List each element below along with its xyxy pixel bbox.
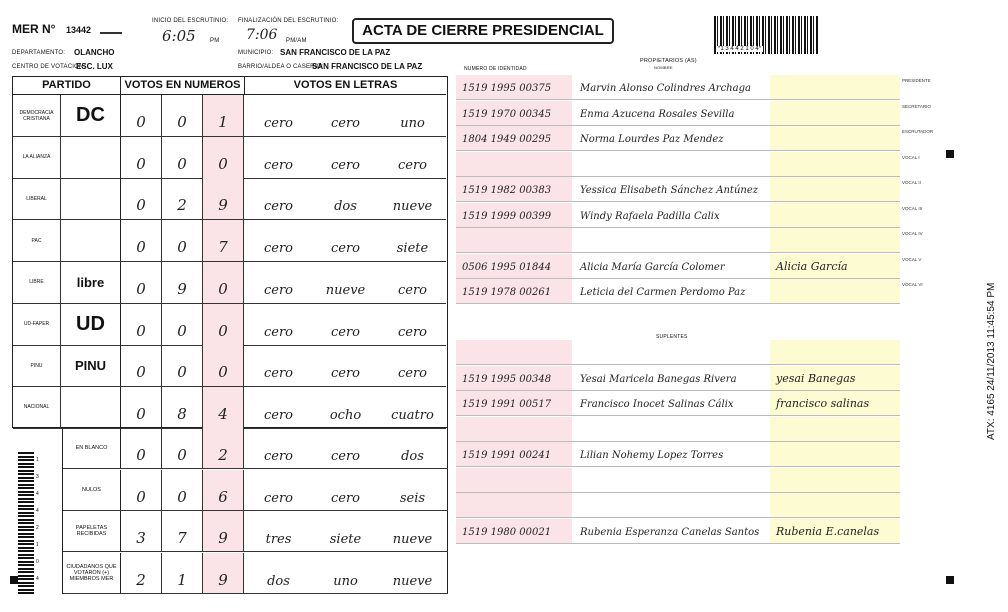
member-signature: yesai Banegas <box>770 366 900 390</box>
total-digit: 2 <box>203 428 244 468</box>
party-row <box>13 262 446 304</box>
member-name: Francisco Inocet Salinas Cálix <box>580 399 734 410</box>
vote-word: cero <box>330 366 360 382</box>
vote-word: cero <box>263 116 293 131</box>
vote-digit: 0 <box>121 178 162 219</box>
member-id <box>456 152 572 176</box>
party-logo <box>61 95 121 136</box>
vote-word: cero <box>263 282 293 298</box>
municipio-value: SAN FRANCISCO DE LA PAZ <box>280 48 391 57</box>
totals-row <box>63 553 448 594</box>
party-name: LIBRE <box>13 262 61 303</box>
inicio-pm: PM <box>210 38 220 44</box>
member-signature <box>770 493 900 517</box>
member-row <box>456 203 900 228</box>
member-signature <box>770 442 900 466</box>
suplentes-header: SUPLENTES <box>656 334 688 340</box>
member-signature <box>770 417 900 441</box>
member-id <box>456 340 572 364</box>
vote-word: ocho <box>329 407 362 423</box>
totals-row <box>63 470 448 511</box>
vote-digit: 0 <box>203 137 244 178</box>
propietarios-header: PROPIETARIOS (AS) <box>640 58 697 64</box>
member-name: Yesai Maricela Banegas Rivera <box>580 373 737 385</box>
inicio-label: INICIO DEL ESCRUTINIO: <box>152 18 229 24</box>
member-row <box>456 228 900 253</box>
member-row <box>456 391 900 416</box>
vote-digit: 0 <box>121 220 162 261</box>
barrio-value: SAN FRANCISCO DE LA PAZ <box>312 62 423 71</box>
total-digit: 3 <box>121 511 162 551</box>
vote-word: cero <box>397 282 427 298</box>
vote-word: dos <box>334 199 357 215</box>
vote-word: cero <box>263 241 293 257</box>
member-id: 1519 1982 00383 <box>456 177 572 201</box>
member-signature <box>770 126 900 150</box>
vote-word: cero <box>397 366 427 382</box>
side-role-label: VOCAL II <box>902 180 921 185</box>
member-id: 1519 1991 00517 <box>456 391 572 415</box>
col-numeros: VOTOS EN NUMEROS <box>121 77 245 95</box>
party-logo-text: UD <box>76 312 105 335</box>
member-name: Marvin Alonso Colindres Archaga <box>580 83 751 94</box>
mer-number: 13442 <box>66 25 92 35</box>
vote-digit: 0 <box>121 262 162 303</box>
corner-mark <box>946 576 954 584</box>
total-digit: 0 <box>162 428 203 468</box>
vote-word: nueve <box>392 199 433 215</box>
party-logo <box>61 345 121 386</box>
party-row <box>13 220 446 262</box>
member-name <box>576 468 766 492</box>
party-logo-text: libre <box>76 274 105 290</box>
member-name: Yessica Elisabeth Sánchez Antúnez <box>580 185 759 196</box>
totals-name: NULOS <box>63 470 121 510</box>
total-word: tres <box>265 532 292 547</box>
page-title: ACTA DE CIERRE PRESIDENCIAL <box>352 18 614 44</box>
total-digit: 7 <box>162 511 203 551</box>
side-role-label: ESCRUTADOR <box>902 129 934 134</box>
member-signature: Alicia García <box>770 254 900 278</box>
total-word: cero <box>330 490 360 506</box>
member-signature: Rubenia E.canelas <box>770 519 900 543</box>
vote-digit: 0 <box>203 262 244 303</box>
member-name: Alicia María García Colomer <box>580 261 725 273</box>
member-signature <box>770 340 900 364</box>
party-logo <box>61 304 121 345</box>
side-role-label: VOCAL VI <box>902 282 923 287</box>
member-row <box>456 519 900 544</box>
party-row <box>13 178 446 220</box>
member-name: Lilian Nohemy Lopez Torres <box>580 450 724 461</box>
party-row <box>13 345 446 387</box>
member-row <box>456 126 900 151</box>
party-name: PINU <box>13 345 61 386</box>
total-word: nueve <box>392 573 433 589</box>
member-name <box>576 340 766 364</box>
vote-word: uno <box>400 116 425 131</box>
member-id: 1519 1970 00345 <box>456 101 572 125</box>
member-id <box>456 228 572 252</box>
final-time: 7:06 <box>246 27 278 43</box>
member-id: 1519 1978 00261 <box>456 279 572 303</box>
vote-digit: 0 <box>203 345 244 386</box>
col-letras: VOTOS EN LETRAS <box>245 77 446 95</box>
vote-word: cero <box>263 407 293 423</box>
member-id: 1519 1995 00375 <box>456 75 572 99</box>
total-word: siete <box>329 532 362 547</box>
member-id: 1519 1999 00399 <box>456 203 572 227</box>
totals-name: CIUDADANOS QUE VOTARON (+) MIEMBROS MER <box>63 553 121 593</box>
totals-row <box>63 511 448 552</box>
vote-digit: 1 <box>203 95 244 136</box>
logo-mark <box>100 24 122 34</box>
side-barcode <box>18 452 34 594</box>
member-row <box>456 468 900 493</box>
member-id: 0506 1995 01844 <box>456 254 572 278</box>
total-digit: 0 <box>162 470 203 510</box>
barcode-number: *1 3 4 4 2 1 0 4* <box>718 46 762 52</box>
municipio-label: MUNICIPIO: <box>238 50 274 56</box>
centro-label: CENTRO DE VOTACION: <box>12 64 86 70</box>
side-role-label: VOCAL III <box>902 205 923 211</box>
member-id: 1804 1949 00295 <box>456 126 572 150</box>
member-row <box>456 254 900 279</box>
member-name <box>576 493 766 517</box>
mer-label: MER N° <box>12 22 56 36</box>
vote-digit: 0 <box>121 304 162 345</box>
member-row <box>456 442 900 467</box>
member-id <box>456 468 572 492</box>
total-digit: 0 <box>121 428 162 468</box>
id-header: NUMERO DE IDENTIDAD <box>464 66 527 72</box>
member-name: Windy Rafaela Padilla Calix <box>580 210 720 222</box>
total-digit: 9 <box>203 553 244 593</box>
party-logo-text: DC <box>76 104 105 126</box>
vote-word: siete <box>396 241 429 257</box>
final-label: FINALIZACIÓN DEL ESCRUTINIO: <box>238 18 339 24</box>
vote-digit: 0 <box>162 345 203 386</box>
vote-digit: 9 <box>162 262 203 303</box>
vote-word: cero <box>330 241 360 257</box>
member-signature: francisco salinas <box>770 391 900 415</box>
member-signature <box>770 75 900 99</box>
vote-digit: 2 <box>162 178 203 219</box>
departamento-value: OLANCHO <box>74 48 115 57</box>
totals-row <box>63 428 448 469</box>
barrio-label: BARRIO/ALDEA O CASERIO: <box>238 64 324 70</box>
member-row <box>456 177 900 202</box>
vote-word: cero <box>263 366 293 382</box>
party-row <box>13 304 446 346</box>
total-word: uno <box>333 573 358 589</box>
vote-word: cero <box>263 199 293 215</box>
vote-digit: 0 <box>121 95 162 136</box>
side-role-label: PRESIDENTE <box>902 78 931 83</box>
total-digit: 2 <box>121 553 162 593</box>
member-name <box>576 417 766 441</box>
side-role-label: SECRETARIO <box>902 103 931 109</box>
member-id: 1519 1991 00241 <box>456 442 572 466</box>
col-partido: PARTIDO <box>13 77 121 95</box>
total-word: dos <box>267 573 290 589</box>
member-name: Norma Lourdes Paz Mendez <box>580 134 724 145</box>
corner-mark <box>946 150 954 158</box>
member-signature <box>770 152 900 176</box>
party-name: NACIONAL <box>13 387 61 428</box>
total-digit: 6 <box>203 470 244 510</box>
vote-word: cero <box>263 157 293 173</box>
side-role-label: VOCAL I <box>902 154 920 160</box>
totals-table <box>62 428 448 594</box>
vote-digit: 0 <box>121 387 162 428</box>
departamento-label: DEPARTAMENTO: <box>12 50 66 56</box>
total-digit: 0 <box>121 470 162 510</box>
party-logo <box>61 137 121 178</box>
member-signature <box>770 279 900 303</box>
member-row <box>456 340 900 365</box>
total-digit: 9 <box>203 511 244 551</box>
side-barcode-digits: 1 3 4 4 2 1 0 4 <box>36 457 39 582</box>
member-id: 1519 1980 00021 <box>456 519 572 543</box>
vote-word: cero <box>330 116 360 131</box>
member-signature <box>770 101 900 125</box>
party-logo <box>61 220 121 261</box>
nombre-header: NOMBRE <box>654 65 673 70</box>
vote-word: cero <box>397 324 427 340</box>
member-id <box>456 493 572 517</box>
member-row <box>456 75 900 100</box>
member-name: Enma Azucena Rosales Sevilla <box>580 108 735 120</box>
member-row <box>456 417 900 442</box>
vote-word: cero <box>263 324 293 340</box>
member-row <box>456 152 900 177</box>
vote-digit: 7 <box>203 220 244 261</box>
member-row <box>456 101 900 126</box>
side-role-label: VOCAL IV <box>902 231 923 236</box>
party-votes-table <box>12 76 448 428</box>
party-name: DEMOCRACIA CRISTIANA <box>13 95 61 136</box>
vote-word: cero <box>330 324 360 340</box>
party-name: LA ALIANZA <box>13 137 61 178</box>
vote-digit: 0 <box>162 304 203 345</box>
vote-digit: 0 <box>162 137 203 178</box>
corner-mark <box>10 576 18 584</box>
total-digit: 1 <box>162 553 203 593</box>
final-pm: PM/AM <box>286 38 307 44</box>
party-row <box>13 137 446 179</box>
vote-digit: 0 <box>162 95 203 136</box>
party-logo <box>61 178 121 219</box>
vertical-stamp: ATX: 4165 24/11/2013 11:45:54 PM <box>986 282 997 440</box>
vote-digit: 8 <box>162 387 203 428</box>
member-signature <box>770 468 900 492</box>
member-name: Rubenia Esperanza Canelas Santos <box>580 526 760 538</box>
member-row <box>456 366 900 391</box>
party-name: PAC <box>13 220 61 261</box>
centro-value: ESC. LUX <box>76 62 113 71</box>
member-row <box>456 493 900 518</box>
total-word: cero <box>263 490 293 506</box>
member-id: 1519 1995 00348 <box>456 366 572 390</box>
member-signature <box>770 177 900 201</box>
vote-digit: 0 <box>121 137 162 178</box>
total-word: cero <box>263 449 293 464</box>
vote-word: cero <box>330 157 360 173</box>
party-name: LIBERAL <box>13 178 61 219</box>
member-id <box>456 417 572 441</box>
party-row <box>13 95 446 137</box>
party-logo <box>61 262 121 303</box>
vote-word: cero <box>397 157 427 173</box>
vote-digit: 9 <box>203 178 244 219</box>
member-row <box>456 279 900 304</box>
total-word: seis <box>399 490 426 506</box>
party-row <box>13 387 446 429</box>
totals-name: PAPELETAS RECIBIDAS <box>63 511 121 551</box>
inicio-time: 6:05 <box>162 27 196 45</box>
member-name <box>576 228 766 252</box>
party-logo-text: PINU <box>74 358 107 374</box>
totals-name: EN BLANCO <box>63 428 121 468</box>
total-word: nueve <box>392 532 433 547</box>
vote-digit: 0 <box>121 345 162 386</box>
side-role-label: VOCAL V <box>902 256 922 262</box>
member-name: Leticia del Carmen Perdomo Paz <box>580 287 746 298</box>
vote-digit: 0 <box>162 220 203 261</box>
total-word: cero <box>330 449 360 464</box>
member-name <box>576 152 766 176</box>
vote-digit: 0 <box>203 304 244 345</box>
total-word: dos <box>401 449 424 464</box>
party-name: UD-FAPER <box>13 304 61 345</box>
vote-digit: 4 <box>203 387 244 428</box>
vote-word: nueve <box>325 282 366 298</box>
member-signature <box>770 203 900 227</box>
vote-word: cuatro <box>391 407 434 423</box>
member-signature <box>770 228 900 252</box>
party-logo <box>61 387 121 428</box>
